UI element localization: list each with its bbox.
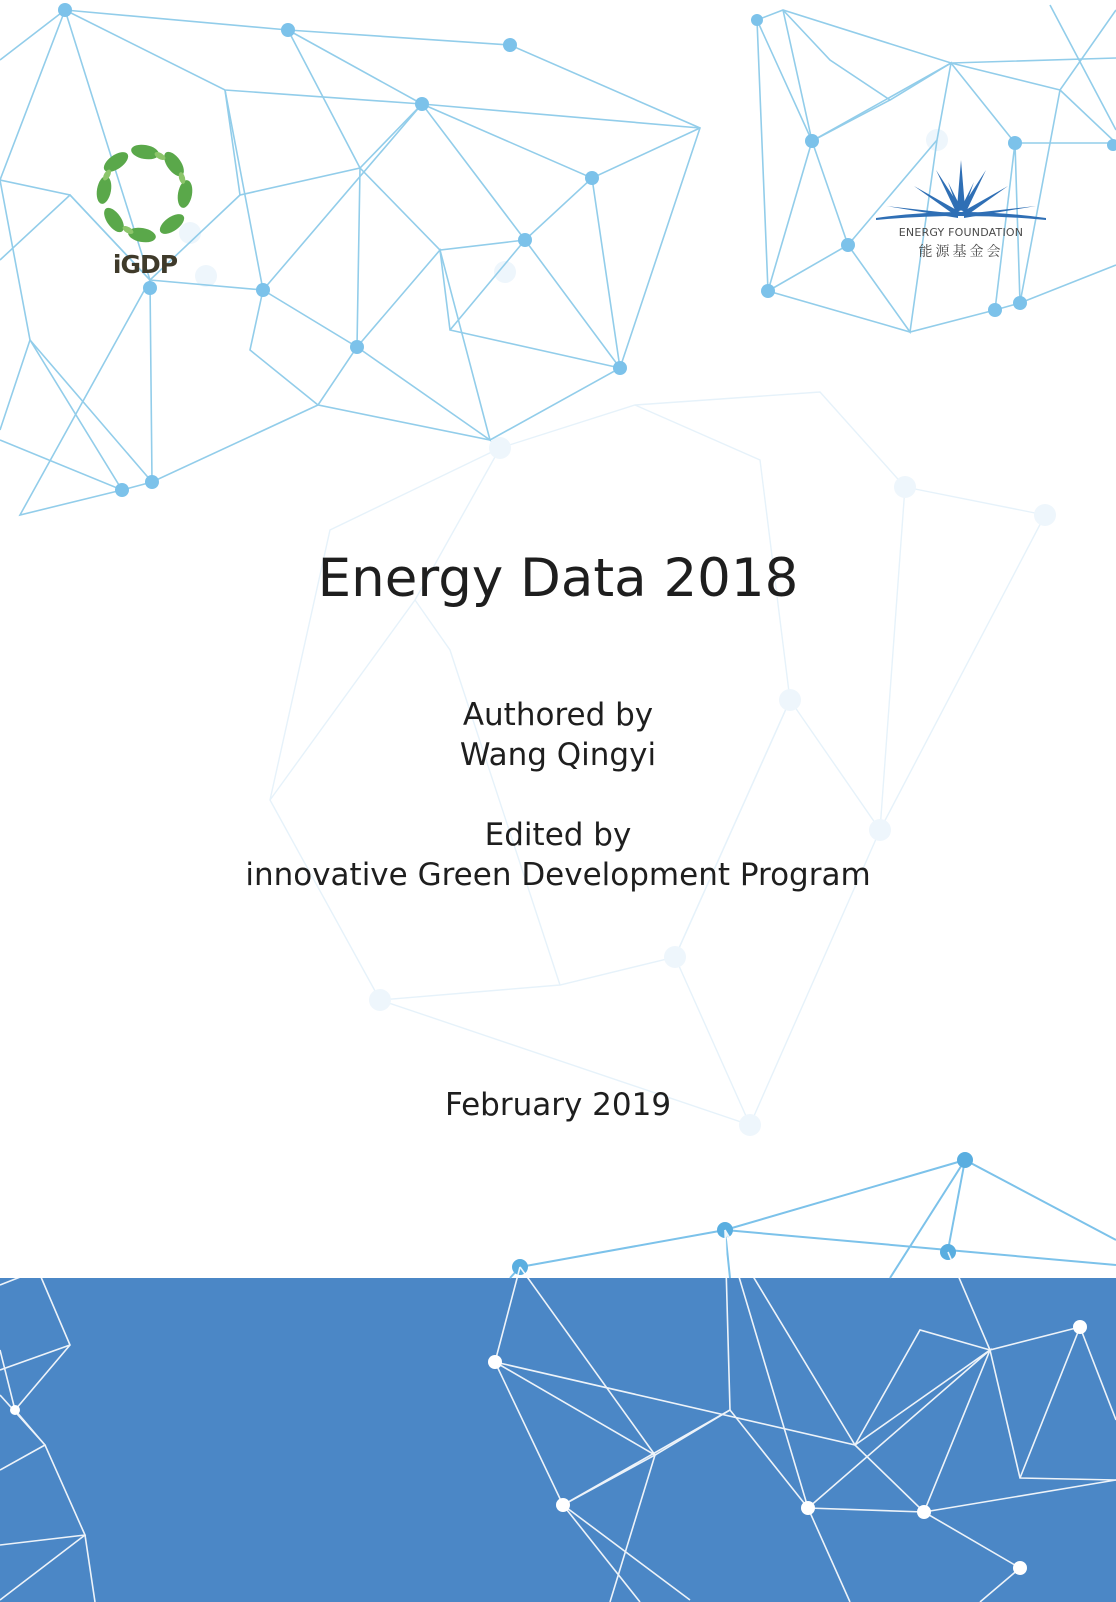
igdp-logo <box>90 138 200 288</box>
energy-foundation-text-en: ENERGY FOUNDATION <box>898 226 1024 239</box>
editor-name: innovative Green Development Program <box>245 857 871 893</box>
report-title: Energy Data 2018 <box>317 548 799 609</box>
author-name: Wang Qingyi <box>459 737 657 773</box>
blue-band <box>0 1278 1116 1602</box>
faint-nodes <box>179 129 1056 1136</box>
authored-by-label: Authored by <box>462 697 654 733</box>
publication-date: February 2019 <box>444 1087 672 1123</box>
bottom-network-top <box>510 1160 1116 1278</box>
igdp-logo-text: iGDP <box>112 250 178 279</box>
edited-by-label: Edited by <box>484 817 632 853</box>
starburst-icon <box>876 158 1046 226</box>
energy-foundation-text-cn: 能源基金会 <box>918 244 1004 260</box>
energy-foundation-logo <box>876 158 1046 268</box>
leaf-ring-icon <box>90 138 200 248</box>
